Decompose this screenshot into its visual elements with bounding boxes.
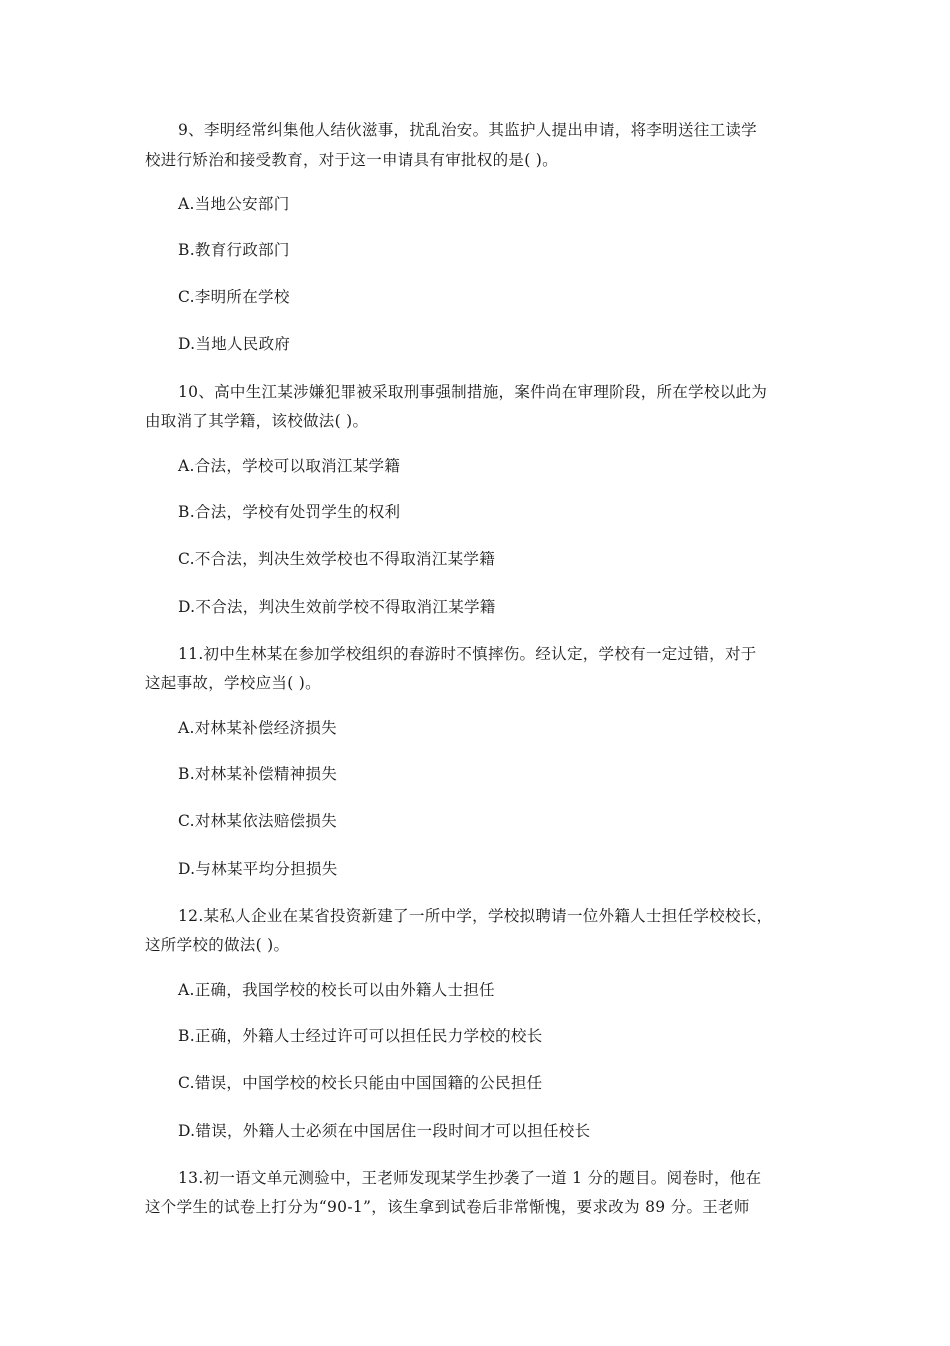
- question-10-stem-line-2: 由取消了其学籍，该校做法( )。: [145, 412, 369, 430]
- question-12-option-b: B.正确，外籍人士经过许可可以担任民力学校的校长: [178, 1027, 543, 1045]
- question-13-stem-line-1: 13.初一语文单元测验中，王老师发现某学生抄袭了一道 1 分的题目。阅卷时，他在: [178, 1169, 762, 1187]
- question-12-option-a: A.正确，我国学校的校长可以由外籍人士担任: [178, 981, 495, 999]
- question-9-option-a: A.当地公安部门: [178, 195, 290, 213]
- question-9-stem-line-1: 9、李明经常纠集他人结伙滋事，扰乱治安。其监护人提出申请，将李明送往工读学: [178, 121, 757, 139]
- question-10-option-a: A.合法，学校可以取消江某学籍: [178, 457, 401, 475]
- question-11-stem-line-2: 这起事故，学校应当( )。: [145, 674, 321, 692]
- question-11-option-d: D.与林某平均分担损失: [178, 860, 338, 878]
- question-9-stem-line-2: 校进行矫治和接受教育，对于这一申请具有审批权的是( )。: [145, 151, 558, 169]
- question-11-option-a: A.对林某补偿经济损失: [178, 719, 337, 737]
- question-11-stem-line-1: 11.初中生林某在参加学校组织的春游时不慎摔伤。经认定，学校有一定过错，对于: [178, 645, 757, 663]
- question-11-option-c: C.对林某依法赔偿损失: [178, 812, 338, 830]
- question-10-stem-line-1: 10、高中生江某涉嫌犯罪被采取刑事强制措施，案件尚在审理阶段，所在学校以此为: [178, 383, 768, 401]
- question-13-stem-line-2: 这个学生的试卷上打分为“90-1”，该生拿到试卷后非常惭愧，要求改为 89 分。王老师: [145, 1198, 750, 1216]
- question-12-stem-line-1: 12.某私人企业在某省投资新建了一所中学，学校拟聘请一位外籍人士担任学校校长，: [178, 907, 773, 925]
- question-12-stem-line-2: 这所学校的做法( )。: [145, 936, 290, 954]
- question-12-option-c: C.错误，中国学校的校长只能由中国国籍的公民担任: [178, 1074, 543, 1092]
- question-12-option-d: D.错误，外籍人士必须在中国居住一段时间才可以担任校长: [178, 1122, 591, 1140]
- question-10-option-b: B.合法，学校有处罚学生的权利: [178, 503, 401, 521]
- question-10-option-c: C.不合法，判决生效学校也不得取消江某学籍: [178, 550, 496, 568]
- question-10-option-d: D.不合法，判决生效前学校不得取消江某学籍: [178, 598, 496, 616]
- question-9-option-d: D.当地人民政府: [178, 335, 291, 353]
- question-11-option-b: B.对林某补偿精神损失: [178, 765, 338, 783]
- question-9-option-c: C.李明所在学校: [178, 288, 290, 306]
- question-9-option-b: B.教育行政部门: [178, 241, 290, 259]
